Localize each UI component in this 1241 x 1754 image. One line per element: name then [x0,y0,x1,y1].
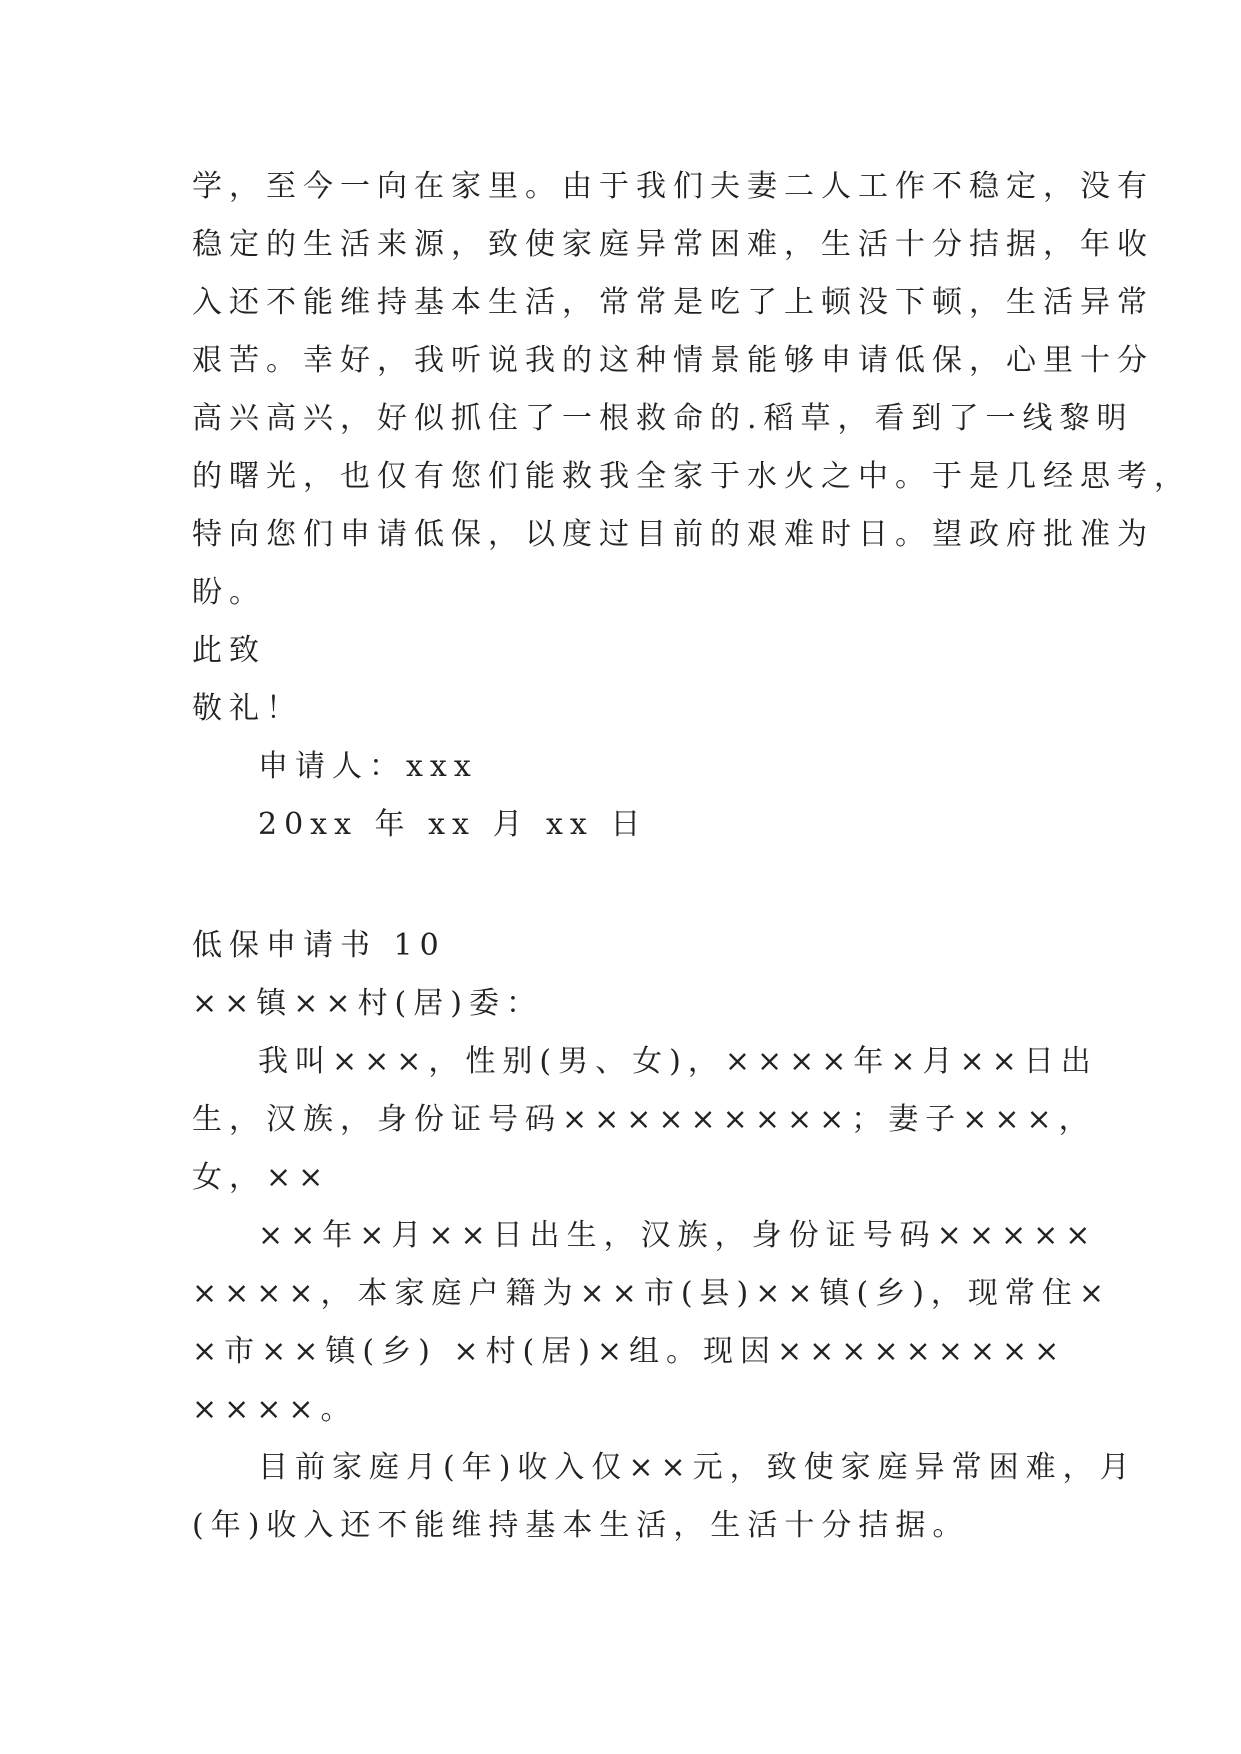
body-line: 学，至今一向在家里。由于我们夫妻二人工作不稳定，没有 [192,169,1154,204]
body-line: 稳定的生活来源，致使家庭异常困难，生活十分拮据，年收 [192,227,1154,262]
letter-part-1 [192,158,1191,854]
body-line: 的曙光，也仅有您们能救我全家于水火之中。于是几经思考， [192,459,1191,494]
body-line: 目前家庭月(年)收入仅××元，致使家庭异常困难，月 [258,1450,1137,1485]
body-line: 高兴高兴，好似抓住了一根救命的.稻草，看到了一线黎明 [192,401,1134,436]
letter-part-2 [192,917,1137,1555]
closing-salutation: 此致 [192,633,266,668]
body-line: 入还不能维持基本生活，常常是吃了上顿没下顿，生活异常 [192,285,1154,320]
body-line: 我叫×××，性别(男、女)，××××年×月××日出 [258,1044,1098,1079]
body-line: ××年×月××日出生，汉族，身份证号码××××× [258,1218,1098,1253]
body-line: ××××。 [192,1392,358,1427]
body-line: ××××，本家庭户籍为××市(县)××镇(乡)，现常住× [192,1276,1112,1311]
body-line: 生，汉族，身份证号码×××××××××；妻子×××， [192,1102,1096,1137]
letter-date: 20xx 年 xx 月 xx 日 [258,807,648,842]
body-line: (年)收入还不能维持基本生活，生活十分拮据。 [192,1508,970,1543]
body-line: ×市××镇(乡) ×村(居)×组。现因××××××××× [192,1334,1067,1369]
closing-regards: 敬礼！ [192,691,303,726]
applicant-signature: 申请人：xxx [258,749,478,784]
body-line: 女，×× [192,1160,331,1195]
body-line: 特向您们申请低保，以度过目前的艰难时日。望政府批准为 [192,517,1154,552]
body-line: 盼。 [192,575,266,610]
addressee: ××镇××村(居)委： [192,986,543,1021]
body-line: 艰苦。幸好，我听说我的这种情景能够申请低保，心里十分 [192,343,1154,378]
section-title: 低保申请书 10 [192,928,446,963]
